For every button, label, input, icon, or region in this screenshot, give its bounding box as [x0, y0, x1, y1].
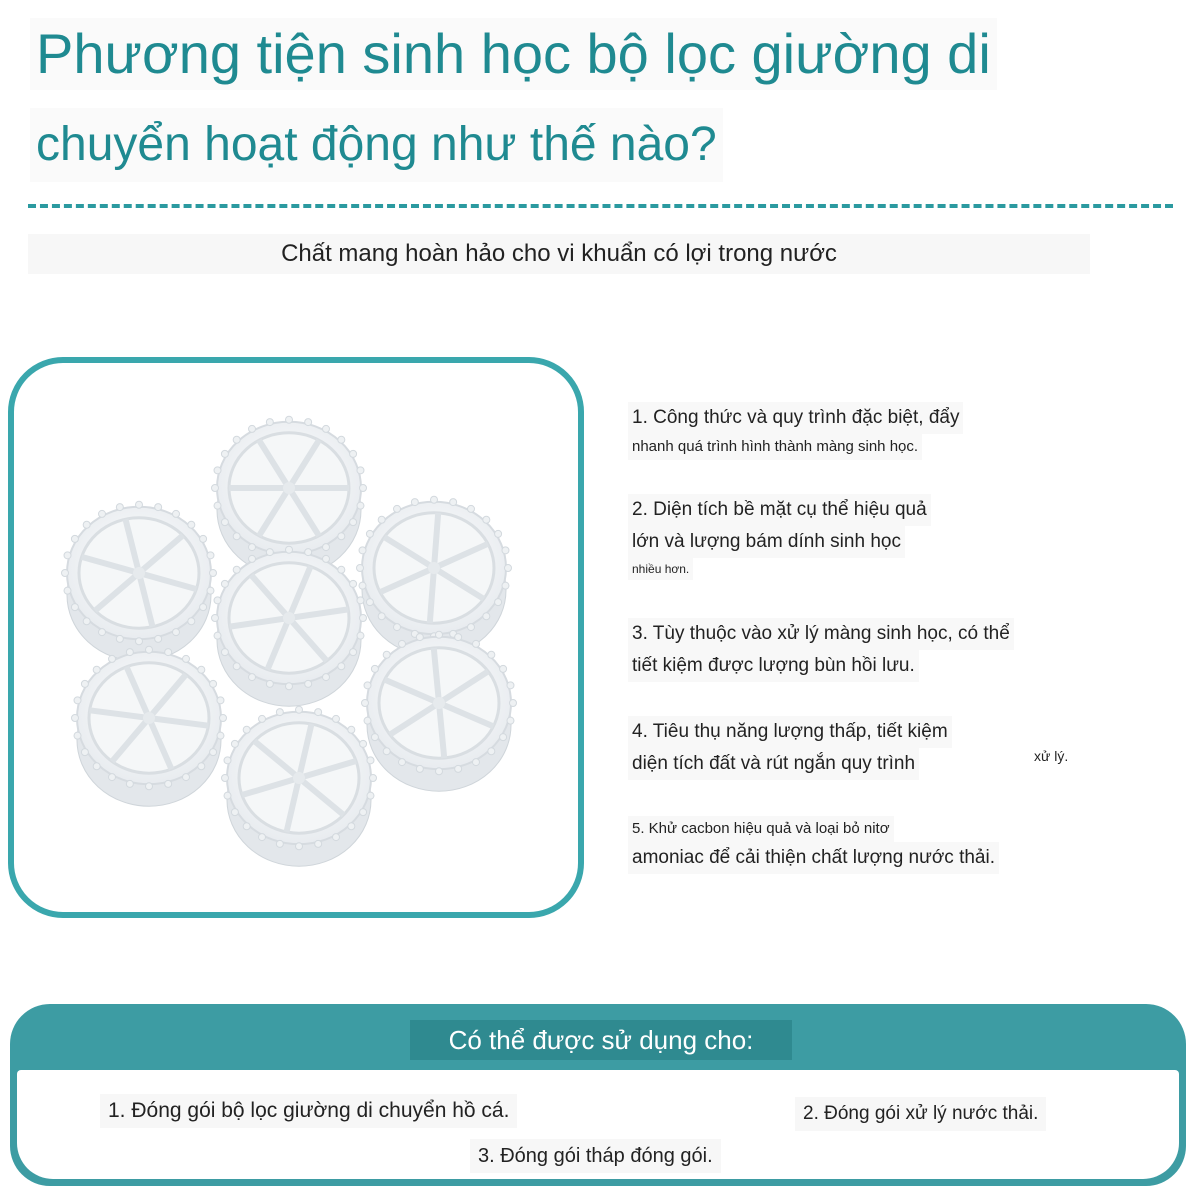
feature-5-line-1: 5. Khử cacbon hiệu quả và loại bỏ nitơ — [628, 816, 894, 842]
media-wheel — [62, 501, 217, 661]
media-wheel — [222, 706, 377, 866]
media-wheel — [212, 546, 367, 706]
feature-4-line-1: 4. Tiêu thụ năng lượng thấp, tiết kiệm — [628, 716, 952, 748]
feature-item-2 — [628, 494, 1148, 580]
feature-2-line-3: nhiều hơn. — [628, 558, 693, 580]
feature-2-line-1: 2. Diện tích bề mặt cụ thể hiệu quả — [628, 494, 931, 526]
feature-item-1 — [628, 402, 1148, 460]
feature-1-line-1: 1. Công thức và quy trình đặc biệt, đẩy — [628, 402, 963, 434]
feature-1-line-2: nhanh quá trình hình thành màng sinh học. — [628, 434, 922, 460]
uses-title: Có thể được sử dụng cho: — [410, 1020, 792, 1060]
media-wheel — [362, 631, 517, 791]
dashed-divider — [28, 204, 1173, 208]
feature-3-line-1: 3. Tùy thuộc vào xử lý màng sinh học, có thể — [628, 618, 1014, 650]
page-title-line-2: chuyển hoạt động như thế nào? — [30, 108, 723, 182]
page-title-line-1: Phương tiện sinh học bộ lọc giường di — [30, 18, 997, 90]
feature-2-line-2: lớn và lượng bám dính sinh học — [628, 526, 905, 558]
product-image-bio-media — [14, 363, 578, 912]
media-wheel — [72, 646, 227, 806]
feature-4-line-2: diện tích đất và rút ngắn quy trình — [628, 748, 919, 780]
media-wheel — [357, 496, 512, 656]
feature-item-4 — [628, 716, 1148, 780]
feature-3-line-2: tiết kiệm được lượng bùn hồi lưu. — [628, 650, 919, 682]
feature-5-line-2: amoniac để cải thiện chất lượng nước thải. — [628, 842, 999, 874]
use-item-2: 2. Đóng gói xử lý nước thải. — [795, 1097, 1046, 1131]
feature-4-line-3: xử lý. — [1034, 748, 1069, 764]
page-subtitle: Chất mang hoàn hảo cho vi khuẩn có lợi trong nước — [28, 234, 1090, 274]
feature-item-5 — [628, 816, 1148, 874]
feature-item-3 — [628, 618, 1148, 682]
product-image-frame — [8, 357, 584, 918]
use-item-1: 1. Đóng gói bộ lọc giường di chuyển hồ cá. — [100, 1094, 517, 1128]
use-item-3: 3. Đóng gói tháp đóng gói. — [470, 1139, 721, 1173]
